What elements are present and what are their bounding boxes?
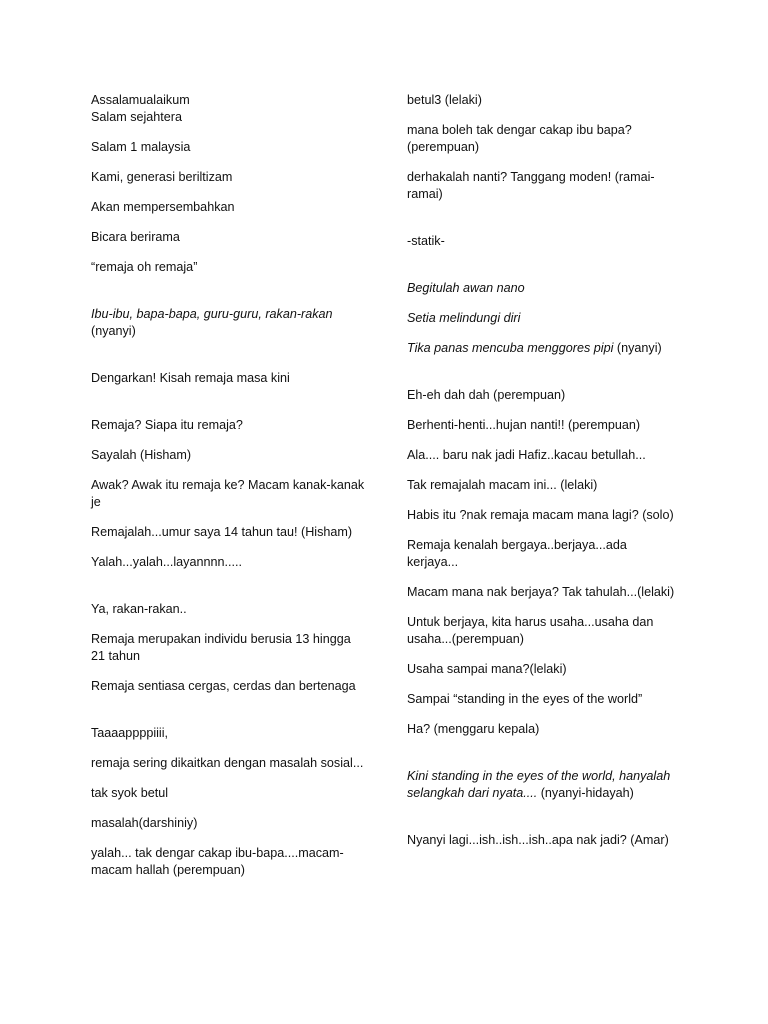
script-line [407,768,677,802]
song-lyric: Setia melindungi diri [407,311,521,325]
song-lyric: Kini standing in the eyes of the world, hanyalah selangkah dari nyata.... [407,769,671,800]
script-line: Ala.... baru nak jadi Hafiz..kacau betullah... [407,448,646,462]
right-column [407,92,677,862]
script-line: Ya, rakan-rakan.. [91,602,187,616]
script-line: Dengarkan! Kisah remaja masa kini [91,371,290,385]
script-line: mana boleh tak dengar cakap ibu bapa? (perempuan) [407,123,632,154]
stage-direction: (nyanyi) [91,324,136,338]
script-line: derhakalah nanti? Tanggang moden! (ramai-ramai) [407,170,655,201]
song-lyric: Ibu-ibu, bapa-bapa, guru-guru, rakan-rakan [91,307,333,321]
script-line: Eh-eh dah dah (perempuan) [407,388,566,402]
script-line: masalah(darshiniy) [91,816,198,830]
script-line: betul3 (lelaki) [407,93,482,107]
script-line: yalah... tak dengar cakap ibu-bapa....macam-macam hallah (perempuan) [91,846,344,877]
script-line: Salam 1 malaysia [91,140,191,154]
script-line: Bicara berirama [91,230,180,244]
script-line: Remaja? Siapa itu remaja? [91,418,243,432]
script-line [91,306,366,340]
stage-direction: (nyanyi) [613,341,662,355]
script-line: Macam mana nak berjaya? Tak tahulah...(lelaki) [407,585,675,599]
song-lyric: Begitulah awan nano [407,281,525,295]
script-line: Akan mempersembahkan [91,200,235,214]
script-line: Nyanyi lagi...ish..ish...ish..apa nak jadi? (Amar) [407,833,669,847]
script-line: tak syok betul [91,786,169,800]
song-lyric: Tika panas mencuba menggores pipi [407,341,614,355]
script-line: Sayalah (Hisham) [91,448,192,462]
script-line: remaja sering dikaitkan dengan masalah sosial... [91,756,364,770]
stage-direction: (nyanyi-hidayah) [537,786,634,800]
script-line: Sampai “standing in the eyes of the world” [407,692,643,706]
stage-direction: -statik- [407,234,445,248]
script-line: Salam sejahtera [91,110,183,124]
script-line: Remaja kenalah bergaya..berjaya...ada kerjaya... [407,538,627,569]
script-line: Taaaappppiiii, [91,726,169,740]
script-line: Untuk berjaya, kita harus usaha...usaha dan usaha...(perempuan) [407,615,654,646]
left-column [91,92,366,892]
script-line: Assalamualaikum [91,93,190,107]
script-line: “remaja oh remaja” [91,260,198,274]
script-line: Awak? Awak itu remaja ke? Macam kanak-kanak je [91,478,365,509]
script-line: Kami, generasi beriltizam [91,170,233,184]
script-line: Remaja merupakan individu berusia 13 hingga 21 tahun [91,632,351,663]
script-line: Yalah...yalah...layannnn..... [91,555,242,569]
script-line: Remajalah...umur saya 14 tahun tau! (Hisham) [91,525,353,539]
script-line: Ha? (menggaru kepala) [407,722,540,736]
script-line [407,340,677,357]
script-line: Habis itu ?nak remaja macam mana lagi? (solo) [407,508,674,522]
script-line: Berhenti-henti...hujan nanti!! (perempuan) [407,418,641,432]
script-line: Tak remajalah macam ini... (lelaki) [407,478,598,492]
script-line: Usaha sampai mana?(lelaki) [407,662,567,676]
script-line: Remaja sentiasa cergas, cerdas dan bertenaga [91,679,356,693]
